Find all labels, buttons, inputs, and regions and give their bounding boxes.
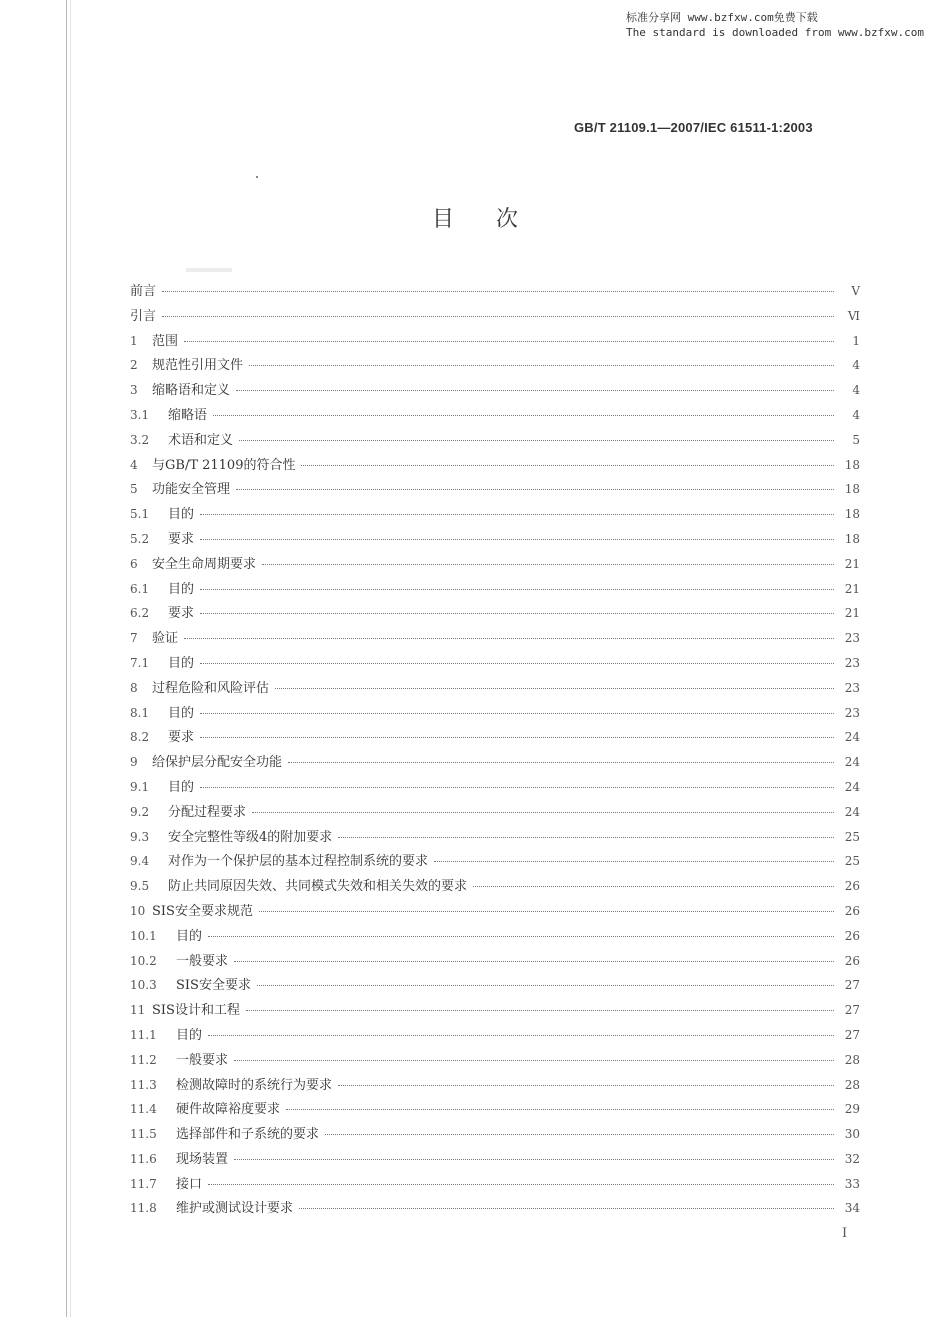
toc-entry-label bbox=[130, 503, 194, 522]
toc-dot-leader bbox=[236, 489, 834, 490]
toc-entry-label bbox=[130, 826, 332, 845]
toc-dot-leader bbox=[325, 1134, 834, 1135]
toc-entry-number: 9 bbox=[130, 755, 138, 770]
toc-entry[interactable] bbox=[130, 1197, 860, 1222]
toc-entry-label bbox=[130, 726, 194, 745]
toc-dot-leader bbox=[259, 911, 834, 912]
toc-entry-label bbox=[130, 578, 194, 597]
toc-entry-label bbox=[130, 404, 207, 423]
toc-entry-title: 检测故障时的系统行为要求 bbox=[176, 1077, 333, 1093]
toc-entry-number: 6 bbox=[130, 556, 138, 571]
toc-entry-page: 4 bbox=[852, 383, 860, 398]
toc-entry-number: 3.2 bbox=[130, 432, 150, 447]
toc-entry-title: 对作为一个保护层的基本过程控制系统的要求 bbox=[168, 854, 429, 870]
toc-entry-page: 18 bbox=[844, 482, 860, 497]
toc-entry-number: 8.2 bbox=[130, 730, 150, 745]
toc-dot-leader bbox=[200, 514, 834, 515]
scan-smudge bbox=[186, 268, 232, 272]
toc-entry[interactable] bbox=[130, 850, 860, 875]
toc-entry-label bbox=[130, 999, 240, 1018]
toc-dot-leader bbox=[246, 1010, 834, 1011]
toc-entry-title: 目的 bbox=[168, 779, 195, 795]
standard-code: GB/T 21109.1—2007/IEC 61511-1:2003 bbox=[574, 120, 813, 135]
toc-entry-label bbox=[130, 776, 194, 795]
toc-dot-leader bbox=[288, 762, 834, 763]
toc-entry-number: 5 bbox=[130, 482, 138, 497]
toc-dot-leader bbox=[434, 861, 834, 862]
toc-entry-label bbox=[130, 305, 156, 324]
toc-entry-number: 5.1 bbox=[130, 507, 150, 522]
toc-entry-page: 21 bbox=[844, 556, 860, 571]
toc-entry-number: 9.3 bbox=[130, 829, 150, 844]
toc-entry-page: 1 bbox=[852, 333, 860, 348]
toc-entry-number: 10.2 bbox=[130, 953, 157, 968]
toc-dot-leader bbox=[252, 812, 834, 813]
toc-entry-label bbox=[130, 528, 194, 547]
toc-dot-leader bbox=[200, 737, 834, 738]
toc-entry-page: 33 bbox=[844, 1176, 860, 1191]
toc-entry-title: 维护或测试设计要求 bbox=[176, 1201, 294, 1217]
toc-dot-leader bbox=[162, 291, 834, 292]
toc-entry[interactable] bbox=[130, 925, 860, 950]
toc-dot-leader bbox=[234, 961, 834, 962]
toc-entry[interactable] bbox=[130, 1123, 860, 1148]
toc-entry-title: 目的 bbox=[168, 655, 195, 671]
toc-entry-number: 11.7 bbox=[130, 1176, 157, 1191]
toc-entry-page: 26 bbox=[844, 903, 860, 918]
toc-entry-page: 23 bbox=[844, 655, 860, 670]
toc-dot-leader bbox=[473, 886, 834, 887]
toc-entry-number: 8.1 bbox=[130, 705, 150, 720]
toc-entry-page: 26 bbox=[844, 879, 860, 894]
toc-entry-number: 6.1 bbox=[130, 581, 150, 596]
toc-entry-title: 范围 bbox=[152, 333, 179, 349]
toc-entry-page: 30 bbox=[844, 1127, 860, 1142]
toc-entry-title: 缩略语和定义 bbox=[152, 383, 231, 399]
toc-dot-leader bbox=[239, 440, 834, 441]
toc-entry-page: 27 bbox=[844, 1003, 860, 1018]
toc-entry-page: 24 bbox=[844, 755, 860, 770]
toc-entry-title: 前言 bbox=[130, 284, 157, 299]
toc-entry-label bbox=[130, 627, 178, 646]
toc-entry[interactable] bbox=[130, 1074, 860, 1099]
toc-entry-page: 26 bbox=[844, 928, 860, 943]
toc-entry[interactable] bbox=[130, 652, 860, 677]
toc-entry[interactable] bbox=[130, 379, 860, 404]
page-edge-shadow bbox=[70, 0, 71, 1317]
toc-entry-number: 10.3 bbox=[130, 978, 157, 993]
toc-entry-title: 要求 bbox=[168, 606, 195, 622]
toc-entry-label bbox=[130, 875, 467, 894]
toc-entry-page: 4 bbox=[852, 407, 860, 422]
toc-entry-label bbox=[130, 652, 194, 671]
toc-entry-page: 5 bbox=[852, 432, 860, 447]
toc-entry[interactable] bbox=[130, 454, 860, 479]
toc-entry-page: 18 bbox=[844, 531, 860, 546]
table-of-contents bbox=[130, 280, 860, 1222]
toc-entry-page: 34 bbox=[844, 1201, 860, 1216]
toc-entry-page: 21 bbox=[844, 581, 860, 596]
toc-dot-leader bbox=[257, 985, 834, 986]
toc-entry-label bbox=[130, 974, 251, 993]
toc-entry[interactable] bbox=[130, 330, 860, 355]
toc-entry-title: 引言 bbox=[130, 308, 157, 324]
toc-dot-leader bbox=[234, 1060, 834, 1061]
toc-entry-label bbox=[130, 330, 178, 349]
toc-entry-page: 25 bbox=[844, 829, 860, 844]
toc-entry-label bbox=[130, 950, 228, 969]
toc-entry-title: 目的 bbox=[168, 581, 195, 597]
toc-entry-label bbox=[130, 801, 246, 820]
toc-dot-leader bbox=[262, 564, 834, 565]
toc-entry-page: 28 bbox=[844, 1077, 860, 1092]
toc-entry-label bbox=[130, 900, 253, 919]
toc-entry-label bbox=[130, 1123, 319, 1142]
toc-entry-title: 目的 bbox=[168, 507, 195, 523]
page-number: I bbox=[842, 1226, 848, 1241]
toc-entry-label bbox=[130, 354, 243, 373]
toc-entry-label bbox=[130, 429, 233, 448]
toc-entry-title: 一般要求 bbox=[176, 953, 229, 969]
toc-entry-title: 一般要求 bbox=[176, 1052, 229, 1068]
toc-entry[interactable] bbox=[130, 1049, 860, 1074]
toc-entry-number: 3 bbox=[130, 383, 138, 398]
toc-dot-leader bbox=[213, 415, 834, 416]
toc-entry-page: 23 bbox=[844, 705, 860, 720]
toc-entry[interactable] bbox=[130, 578, 860, 603]
toc-entry-label bbox=[130, 553, 256, 572]
toc-dot-leader bbox=[286, 1109, 834, 1110]
toc-entry-label bbox=[130, 925, 202, 944]
toc-entry-label bbox=[130, 1049, 228, 1068]
toc-entry[interactable] bbox=[130, 305, 860, 330]
toc-entry-title: 功能安全管理 bbox=[152, 482, 231, 498]
toc-entry-number: 1 bbox=[130, 333, 138, 348]
toc-entry[interactable] bbox=[130, 950, 860, 975]
toc-entry[interactable] bbox=[130, 503, 860, 528]
toc-entry-number: 9.5 bbox=[130, 879, 150, 894]
toc-entry-title: 接口 bbox=[176, 1176, 203, 1192]
toc-entry-number: 9.1 bbox=[130, 779, 150, 794]
toc-entry-title: 现场装置 bbox=[176, 1151, 229, 1167]
toc-dot-leader bbox=[249, 365, 834, 366]
toc-dot-leader bbox=[301, 465, 834, 466]
toc-dot-leader bbox=[208, 1035, 834, 1036]
toc-entry[interactable] bbox=[130, 776, 860, 801]
toc-entry[interactable] bbox=[130, 404, 860, 429]
toc-entry-page: 28 bbox=[844, 1052, 860, 1067]
toc-dot-leader bbox=[338, 837, 834, 838]
toc-entry-label bbox=[130, 1197, 293, 1216]
toc-entry-label bbox=[130, 1024, 202, 1043]
toc-entry[interactable] bbox=[130, 602, 860, 627]
toc-dot-leader bbox=[200, 663, 834, 664]
toc-entry-number: 11.4 bbox=[130, 1102, 157, 1117]
toc-dot-leader bbox=[200, 713, 834, 714]
toc-entry-title: 防止共同原因失效、共同模式失效和相关失效的要求 bbox=[168, 879, 468, 895]
toc-entry[interactable] bbox=[130, 751, 860, 776]
toc-entry-number: 11.8 bbox=[130, 1201, 157, 1216]
toc-entry-title: 要求 bbox=[168, 730, 195, 746]
toc-entry-title: 目的 bbox=[176, 928, 203, 944]
toc-entry-page: 24 bbox=[844, 779, 860, 794]
toc-dot-leader bbox=[208, 936, 834, 937]
toc-entry-page: 21 bbox=[844, 606, 860, 621]
toc-entry[interactable] bbox=[130, 1173, 860, 1198]
toc-entry-title: 给保护层分配安全功能 bbox=[152, 755, 283, 771]
toc-entry-number: 11.5 bbox=[130, 1127, 157, 1142]
toc-entry-number: 6.2 bbox=[130, 606, 150, 621]
toc-entry[interactable] bbox=[130, 553, 860, 578]
toc-entry-title: 目的 bbox=[168, 705, 195, 721]
toc-entry-label bbox=[130, 478, 230, 497]
toc-entry-page: 4 bbox=[852, 358, 860, 373]
toc-entry-title: SIS设计和工程 bbox=[152, 1003, 240, 1019]
toc-entry-label bbox=[130, 379, 230, 398]
toc-entry-title: 要求 bbox=[168, 531, 195, 547]
toc-entry-title: 缩略语 bbox=[168, 407, 208, 423]
toc-entry[interactable] bbox=[130, 702, 860, 727]
toc-entry-title: 规范性引用文件 bbox=[152, 358, 244, 374]
toc-entry-page: 24 bbox=[844, 804, 860, 819]
toc-entry-label bbox=[130, 454, 295, 473]
toc-entry-title: 分配过程要求 bbox=[168, 804, 247, 820]
toc-entry[interactable] bbox=[130, 677, 860, 702]
toc-entry-label bbox=[130, 1098, 280, 1117]
toc-entry[interactable] bbox=[130, 900, 860, 925]
toc-entry[interactable] bbox=[130, 1098, 860, 1123]
toc-entry-page: 29 bbox=[844, 1102, 860, 1117]
toc-entry-number: 11.3 bbox=[130, 1077, 157, 1092]
toc-dot-leader bbox=[162, 316, 834, 317]
toc-entry-label bbox=[130, 602, 194, 621]
toc-entry-page: 23 bbox=[844, 631, 860, 646]
toc-entry-number: 9.2 bbox=[130, 804, 150, 819]
toc-entry-title: 与GB/T 21109的符合性 bbox=[152, 457, 296, 473]
toc-dot-leader bbox=[299, 1208, 834, 1209]
toc-entry[interactable] bbox=[130, 875, 860, 900]
toc-entry-page: 23 bbox=[844, 680, 860, 695]
toc-entry-label bbox=[130, 850, 428, 869]
toc-dot-leader bbox=[338, 1085, 834, 1086]
toc-entry-number: 3.1 bbox=[130, 407, 150, 422]
toc-entry[interactable] bbox=[130, 1024, 860, 1049]
toc-entry-number: 8 bbox=[130, 680, 138, 695]
toc-entry[interactable] bbox=[130, 280, 860, 305]
toc-dot-leader bbox=[200, 589, 834, 590]
toc-entry-title: 安全生命周期要求 bbox=[152, 556, 257, 572]
toc-entry-label bbox=[130, 1074, 332, 1093]
toc-entry-label bbox=[130, 702, 194, 721]
toc-dot-leader bbox=[208, 1184, 834, 1185]
toc-entry-title: 术语和定义 bbox=[168, 432, 234, 448]
toc-entry-title: 过程危险和风险评估 bbox=[152, 680, 270, 696]
toc-entry-number: 10.1 bbox=[130, 928, 157, 943]
toc-entry[interactable] bbox=[130, 627, 860, 652]
toc-entry-label bbox=[130, 677, 269, 696]
toc-entry-page: 25 bbox=[844, 854, 860, 869]
toc-entry-label bbox=[130, 1173, 202, 1192]
toc-entry-number: 11.2 bbox=[130, 1052, 157, 1067]
toc-entry[interactable] bbox=[130, 429, 860, 454]
toc-entry[interactable] bbox=[130, 801, 860, 826]
toc-entry-label bbox=[130, 280, 156, 299]
watermark-line-2: The standard is downloaded from www.bzfxw.com bbox=[625, 26, 924, 39]
toc-dot-leader bbox=[184, 638, 834, 639]
page-edge bbox=[66, 0, 67, 1317]
watermark bbox=[626, 10, 924, 40]
toc-dot-leader bbox=[200, 539, 834, 540]
toc-entry-number: 11 bbox=[130, 1003, 146, 1018]
toc-dot-leader bbox=[275, 688, 834, 689]
toc-dot-leader bbox=[200, 787, 834, 788]
toc-entry-page: Ⅵ bbox=[847, 308, 860, 323]
toc-dot-leader bbox=[184, 341, 834, 342]
toc-entry-page: V bbox=[851, 284, 860, 298]
toc-entry-label bbox=[130, 751, 282, 770]
toc-entry-title: SIS安全要求规范 bbox=[152, 903, 253, 919]
toc-entry-page: 32 bbox=[844, 1151, 860, 1166]
toc-entry-number: 7 bbox=[130, 631, 138, 646]
toc-entry-number: 10 bbox=[130, 903, 146, 918]
toc-entry-title: 验证 bbox=[152, 631, 179, 647]
toc-entry-page: 27 bbox=[844, 978, 860, 993]
scan-speck bbox=[256, 176, 258, 178]
toc-entry[interactable] bbox=[130, 354, 860, 379]
toc-entry-title: 安全完整性等级4的附加要求 bbox=[168, 829, 333, 845]
toc-entry-page: 27 bbox=[844, 1027, 860, 1042]
toc-dot-leader bbox=[236, 390, 834, 391]
toc-entry-title: 目的 bbox=[176, 1027, 203, 1043]
toc-entry-number: 4 bbox=[130, 457, 138, 472]
toc-entry-number: 7.1 bbox=[130, 655, 150, 670]
toc-title: 目次 bbox=[431, 207, 560, 232]
toc-entry[interactable] bbox=[130, 726, 860, 751]
toc-entry[interactable] bbox=[130, 528, 860, 553]
toc-entry-page: 18 bbox=[844, 457, 860, 472]
toc-entry-page: 24 bbox=[844, 730, 860, 745]
toc-entry-page: 26 bbox=[844, 953, 860, 968]
toc-entry-number: 11.1 bbox=[130, 1027, 157, 1042]
toc-entry-title: 选择部件和子系统的要求 bbox=[176, 1127, 320, 1143]
toc-entry-number: 2 bbox=[130, 358, 138, 373]
toc-entry[interactable] bbox=[130, 974, 860, 999]
toc-entry-label bbox=[130, 1148, 228, 1167]
toc-entry-title: SIS安全要求 bbox=[176, 978, 251, 994]
toc-entry-number: 5.2 bbox=[130, 531, 150, 546]
toc-entry-number: 9.4 bbox=[130, 854, 150, 869]
toc-entry-number: 11.6 bbox=[130, 1151, 157, 1166]
toc-entry[interactable] bbox=[130, 826, 860, 851]
toc-entry[interactable] bbox=[130, 999, 860, 1024]
toc-entry[interactable] bbox=[130, 1148, 860, 1173]
toc-entry-title: 硬件故障裕度要求 bbox=[176, 1102, 281, 1118]
watermark-line-1: 标准分享网 www.bzfxw.com免费下载 bbox=[625, 11, 818, 24]
toc-entry[interactable] bbox=[130, 478, 860, 503]
toc-entry-page: 18 bbox=[844, 507, 860, 522]
toc-dot-leader bbox=[200, 613, 834, 614]
toc-dot-leader bbox=[234, 1159, 834, 1160]
